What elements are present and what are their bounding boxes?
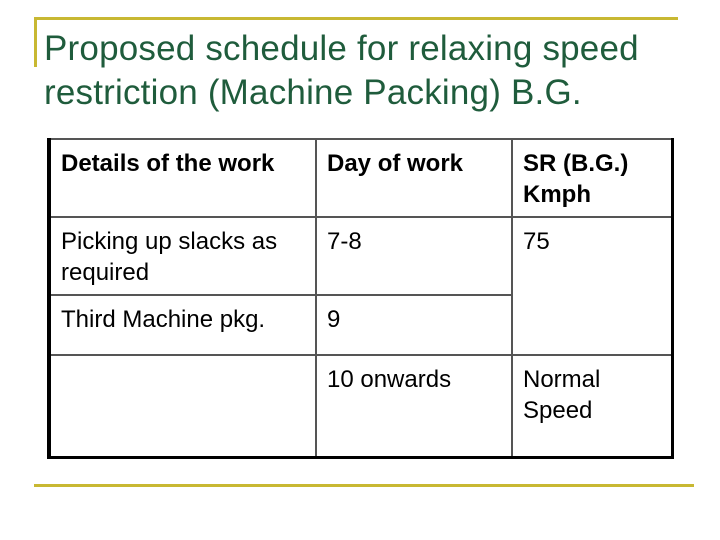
cell-sr: 75	[512, 217, 672, 355]
header-sr: SR (B.G.) Kmph	[512, 139, 672, 217]
header-day: Day of work	[316, 139, 512, 217]
bottom-accent-rule	[34, 484, 694, 487]
table-row	[49, 217, 672, 295]
cell-day: 7-8	[316, 217, 512, 295]
cell-day: 10 onwards	[316, 355, 512, 458]
cell-details: Picking up slacks as required	[49, 217, 316, 295]
table-header-row	[49, 139, 672, 217]
header-details: Details of the work	[49, 139, 316, 217]
slide-title: Proposed schedule for relaxing speed restriction (Machine Packing) B.G.	[44, 29, 639, 112]
cell-details: Third Machine pkg.	[49, 295, 316, 355]
top-accent-rule	[34, 17, 678, 20]
cell-sr: Normal Speed	[512, 355, 672, 458]
schedule-table	[47, 138, 674, 459]
left-accent-rule	[34, 17, 37, 67]
cell-day: 9	[316, 295, 512, 355]
table-row	[49, 355, 672, 458]
cell-details	[49, 355, 316, 458]
